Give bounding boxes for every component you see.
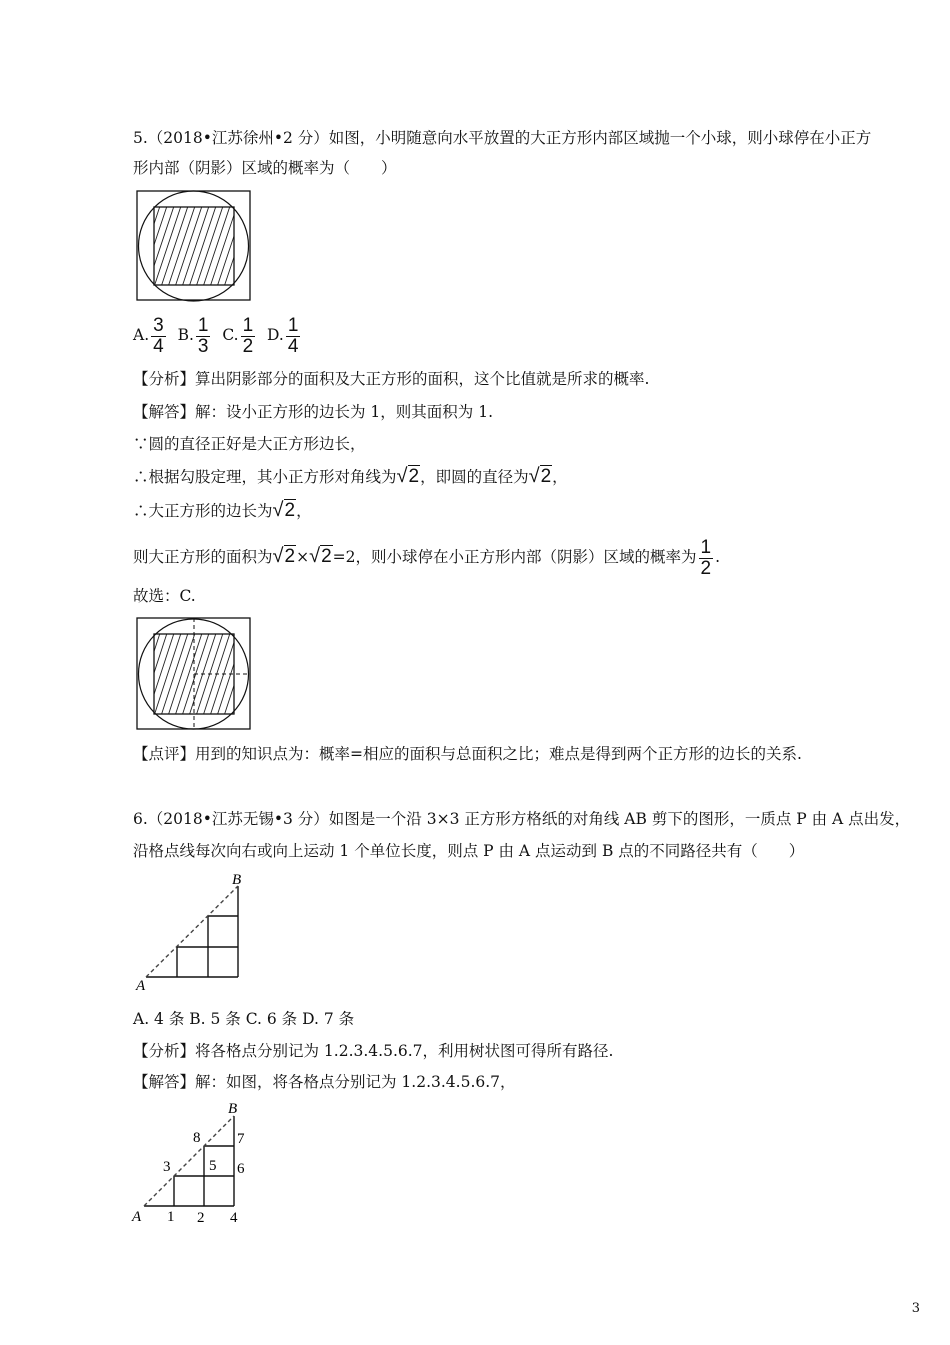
- q6-labeled-figure: [130, 1098, 260, 1228]
- q6-figure-staircase: [134, 870, 250, 996]
- q6-analysis: 【分析】将各格点分别记为 1.2.3.4.5.6.7，利用树状图可得所有路径.: [133, 1042, 614, 1060]
- q5-comment: 【点评】用到的知识点为：概率=相应的面积与总面积之比；难点是得到两个正方形的边长的关系.: [133, 745, 802, 763]
- q6-label-b: B: [232, 872, 242, 888]
- q5-option-a: A. $\frac{3}{4}$: [133, 314, 164, 357]
- q5-step1: ∵圆的直径正好是大正方形边长，: [133, 435, 366, 453]
- q5-stem-line2: 形内部（阴影）区域的概率为（ ）: [133, 159, 397, 177]
- q6-label-a: A: [136, 978, 146, 994]
- q6-point-6: 6: [237, 1161, 245, 1177]
- page-number: 3: [911, 1301, 920, 1316]
- q6-solution: 【解答】解：如图，将各格点分别记为 1.2.3.4.5.6.7，: [133, 1073, 516, 1091]
- q6-point-1: 1: [167, 1209, 175, 1225]
- q5-figure-square-circle: [136, 190, 252, 302]
- q5-step3: ∴大正方形的边长为√2，: [133, 499, 312, 521]
- q6-fig2-label-b: B: [228, 1101, 238, 1117]
- q5-options: [133, 314, 302, 357]
- q6-point-3: 3: [163, 1159, 171, 1175]
- q5-answer-figure: [136, 617, 252, 731]
- q5-choice: 故选：C.: [133, 587, 196, 605]
- q5-step4: 则大正方形的面积为√2×√2=2，则小球停在小正方形内部（阴影）区域的概率为 $\frac{1}{2}$ .: [133, 536, 721, 579]
- q5-analysis: 【分析】算出阴影部分的面积及大正方形的面积，这个比值就是所求的概率.: [133, 370, 650, 388]
- q6-point-8: 8: [193, 1130, 201, 1146]
- q5-option-d: D. $\frac{1}{4}$: [267, 314, 299, 357]
- q5-solution: 【解答】解：设小正方形的边长为 1，则其面积为 1.: [133, 403, 494, 421]
- q5-option-c: C. $\frac{1}{2}$: [222, 314, 254, 357]
- q6-stem-line1: 6.（2018•江苏无锡•3 分）如图是一个沿 3×3 正方形方格纸的对角线 AB 剪下的图形，一质点 P 由 A 点出发，: [133, 810, 911, 828]
- q6-options: A. 4 条 B. 5 条 C. 6 条 D. 7 条: [133, 1010, 355, 1028]
- q6-point-4: 4: [230, 1210, 238, 1226]
- q6-point-7: 7: [237, 1131, 245, 1147]
- q5-option-b: B. $\frac{1}{3}$: [177, 314, 209, 357]
- q5-step2: ∴根据勾股定理，其小正方形对角线为√2，即圆的直径为√2，: [133, 465, 568, 487]
- q6-stem-line2: 沿格点线每次向右或向上运动 1 个单位长度，则点 P 由 A 点运动到 B 点的不同路径共有（ ）: [133, 842, 805, 860]
- q6-point-5: 5: [209, 1158, 217, 1174]
- q6-point-2: 2: [197, 1210, 205, 1226]
- q5-stem-line1: 5.（2018•江苏徐州•2 分）如图，小明随意向水平放置的大正方形内部区域抛一个小球，则小球停在小正方: [133, 129, 872, 147]
- q6-fig2-label-a: A: [132, 1209, 142, 1225]
